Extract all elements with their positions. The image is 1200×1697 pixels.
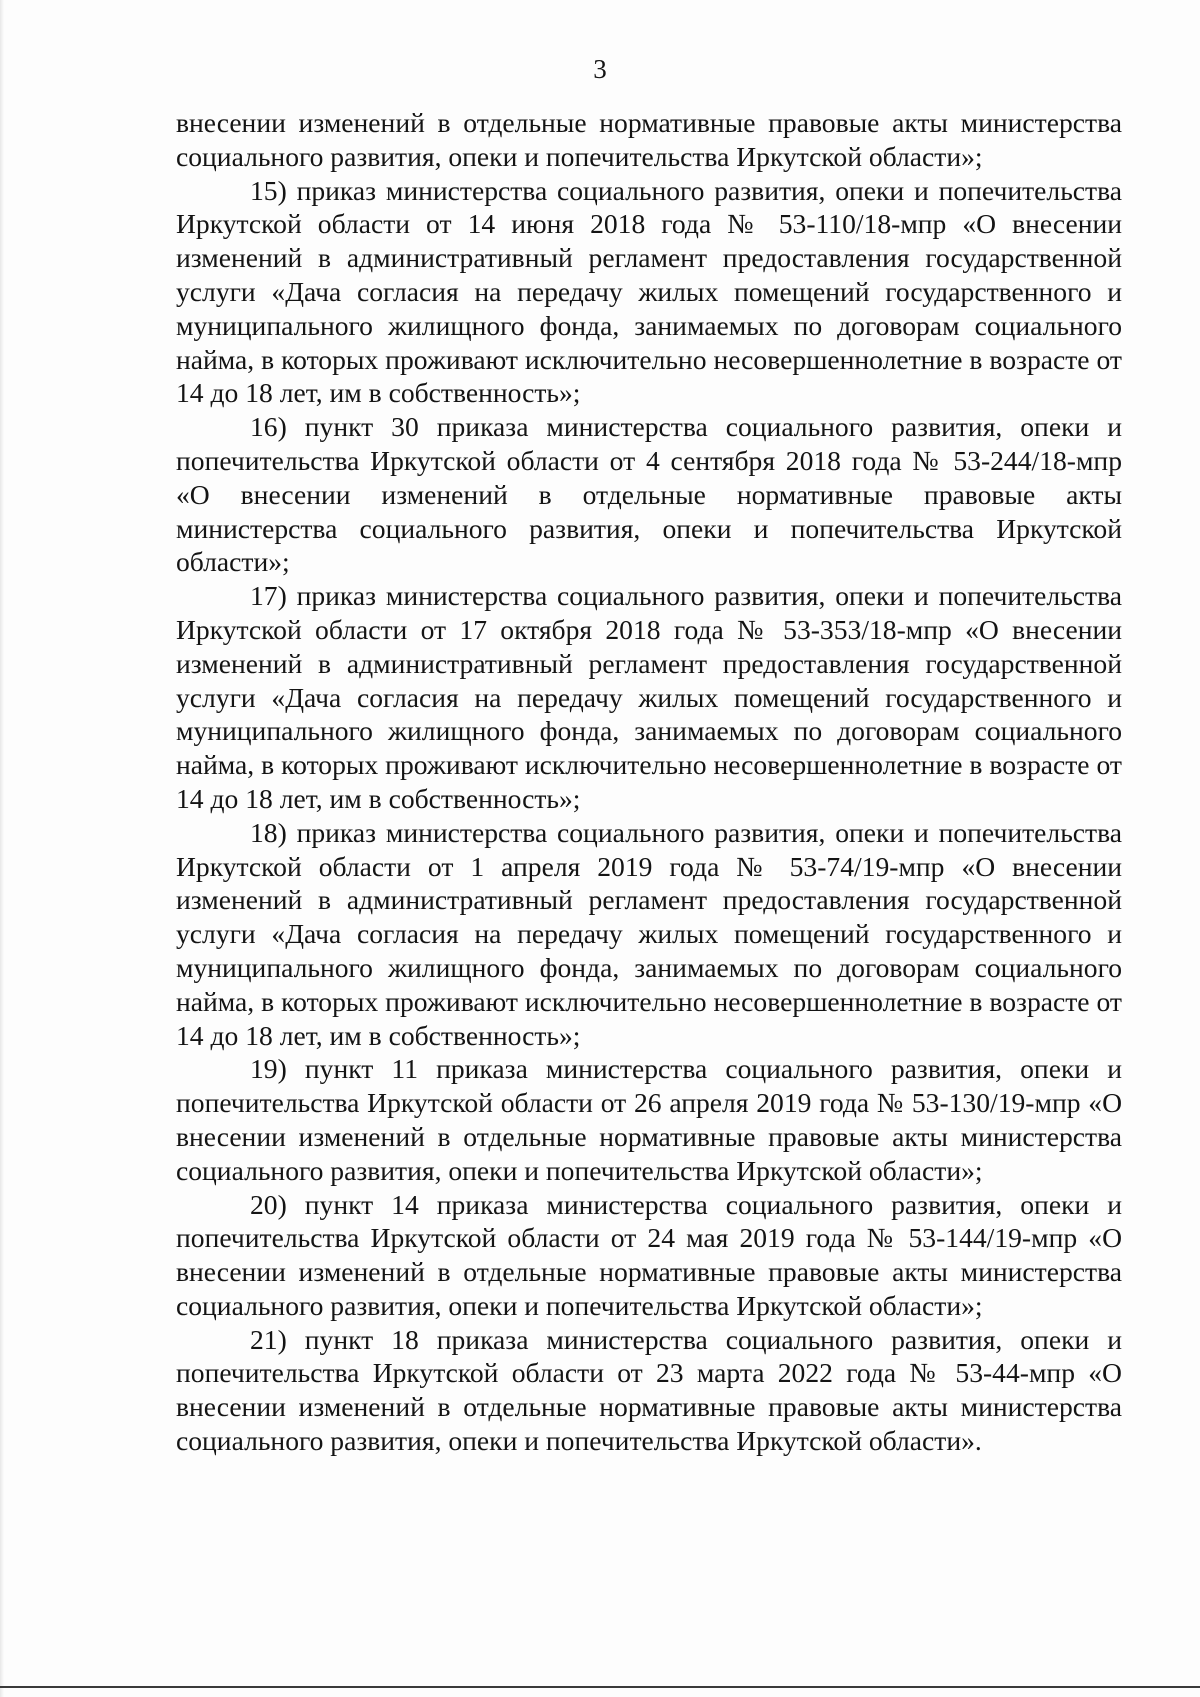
document-body (176, 106, 1122, 1458)
paragraph-item-16: 16) пункт 30 приказа министерства социального развития, опеки и попечительства Иркутской области от 4 сентября 2018 года № 53-244/18-мпр «О внесении изменений в отдельные нормативные правовые акты министерства социального развития, опеки и попечительства Иркутской области»; (176, 411, 1122, 578)
paragraph-item-18: 18) приказ министерства социального развития, опеки и попечительства Иркутской области от 1 апреля 2019 года № 53-74/19-мпр «О внесении изменений в административный регламент предоставления государственной услуги «Дача согласия на передачу жилых помещений государственного и муниципального жилищного фонда, занимаемых по договорам социального найма, в которых проживают исключительно несовершеннолетние в возрасте от 14 до 18 лет, им в собственность»; (176, 816, 1122, 1051)
page-number: 3 (593, 54, 607, 84)
paragraph-item-19: 19) пункт 11 приказа министерства социального развития, опеки и попечительства Иркутской области от 26 апреля 2019 года № 53-130/19-мпр «О внесении изменений в отдельные нормативные правовые акты министерства социального развития, опеки и попечительства Иркутской области»; (176, 1053, 1122, 1186)
paragraph-item-17: 17) приказ министерства социального развития, опеки и попечительства Иркутской области от 17 октября 2018 года № 53-353/18-мпр «О внесении изменений в административный регламент предоставления государственной услуги «Дача согласия на передачу жилых помещений государственного и муниципального жилищного фонда, занимаемых по договорам социального найма, в которых проживают исключительно несовершеннолетние в возрасте от 14 до 18 лет, им в собственность»; (176, 580, 1122, 814)
paragraph-continuation: внесении изменений в отдельные нормативные правовые акты министерства социального развития, опеки и попечительства Иркутской области»; (176, 107, 1122, 172)
paragraph-item-21: 21) пункт 18 приказа министерства социального развития, опеки и попечительства Иркутской области от 23 марта 2022 года № 53-44-мпр «О внесении изменений в отдельные нормативные правовые акты министерства социального развития, опеки и попечительства Иркутской области». (176, 1323, 1122, 1457)
bottom-scan-edge-line (0, 1686, 1200, 1688)
paragraph-item-15: 15) приказ министерства социального развития, опеки и попечительства Иркутской области от 14 июня 2018 года № 53-110/18-мпр «О внесении изменений в административный регламент предоставления государственной услуги «Дача согласия на передачу жилых помещений государственного и муниципального жилищного фонда, занимаемых по договорам социального найма, в которых проживают исключительно несовершеннолетние в возрасте от 14 до 18 лет, им в собственность»; (176, 174, 1122, 409)
paragraph-item-20: 20) пункт 14 приказа министерства социального развития, опеки и попечительства Иркутской области от 24 мая 2019 года № 53-144/19-мпр «О внесении изменений в отдельные нормативные правовые акты министерства социального развития, опеки и попечительства Иркутской области»; (176, 1188, 1122, 1321)
page-edge-shadow (0, 0, 4, 1697)
